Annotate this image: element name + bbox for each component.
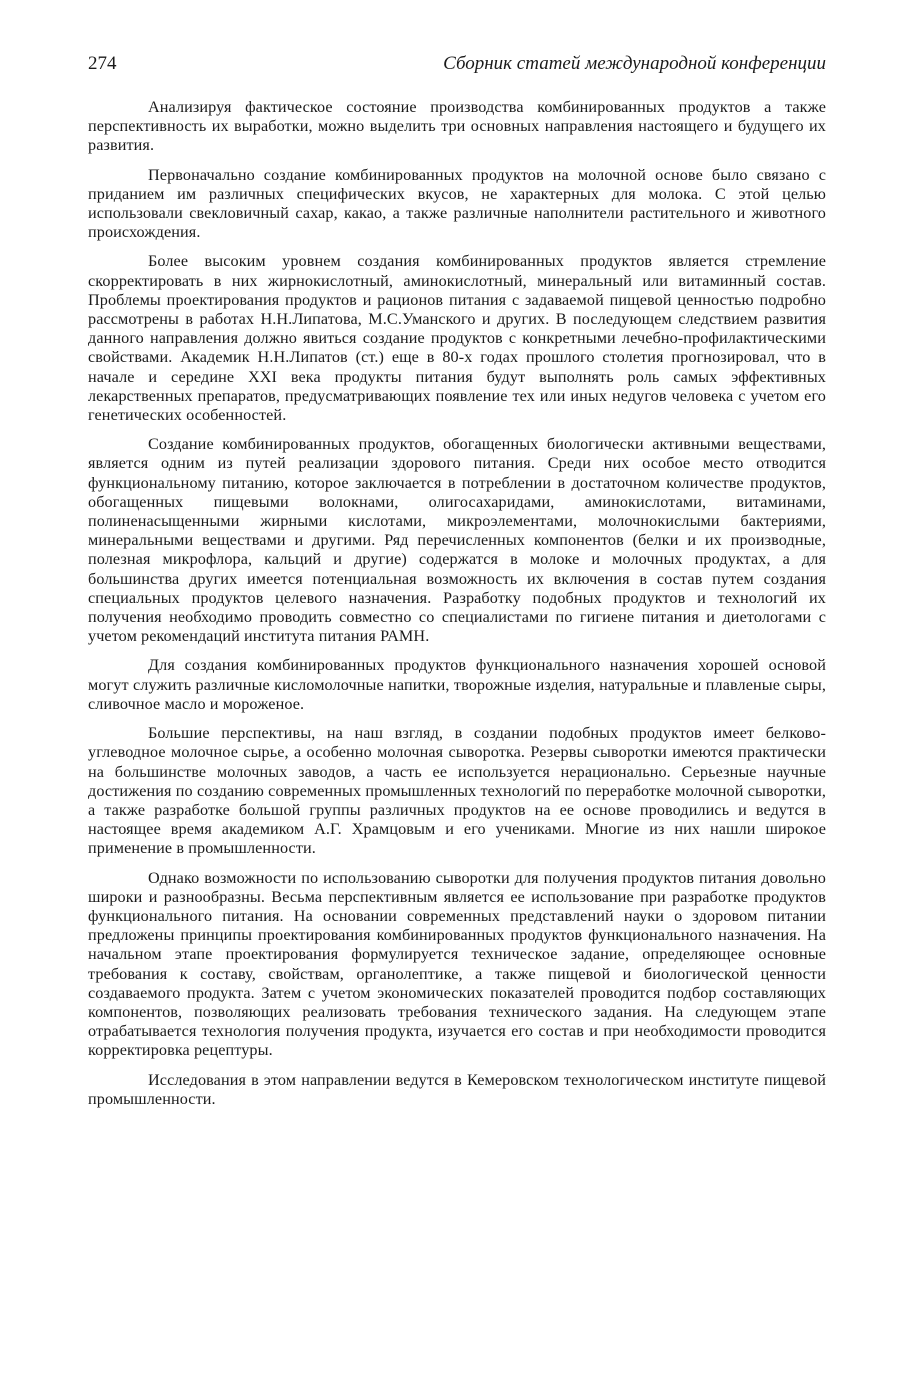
document-page (88, 52, 826, 1119)
paragraph: Анализируя фактическое состояние производства комбинированных продуктов а также перспективность их выработки, можно выделить три основных направления настоящего и будущего их развития. (88, 98, 826, 155)
body-text (88, 98, 826, 1109)
paragraph: Создание комбинированных продуктов, обогащенных биологически активными веществами, является одним из путей реализации здорового питания. Среди них особое место отводится функциональному питанию, которое заключается в потреблении в достаточном количестве продуктов, обогащенных пищевыми волокнами, олигосахаридами, аминокислотами, витаминами, полиненасыщенными жирными кислотами, микроэлементами, молочнокислыми бактериями, минеральными веществами и другими. Ряд перечисленных компонентов (белки и их производные, полезная микрофлора, кальций и другие) содержатся в молоке и молочных продуктах, а для большинства других имеется потенциальная возможность их включения в состав путем создания специальных продуктов целевого назначения. Разработку подобных продуктов и технологий их получения необходимо проводить совместно со специалистами по гигиене питания и диетологами с учетом рекомендаций института питания РАМН. (88, 435, 826, 646)
book-title: Сборник статей международной конференции (443, 53, 826, 74)
paragraph: Исследования в этом направлении ведутся в Кемеровском технологическом институте пищевой промышленности. (88, 1070, 826, 1108)
paragraph: Для создания комбинированных продуктов функционального назначения хорошей основой могут служить различные кисломолочные напитки, творожные изделия, натуральные и плавленые сыры, сливочное масло и мороженое. (88, 656, 826, 713)
paragraph: Более высоким уровнем создания комбинированных продуктов является стремление скорректировать в них жирнокислотный, аминокислотный, минеральный или витаминный состав. Проблемы проектирования продуктов и рационов питания с задаваемой пищевой ценностью подробно рассмотрены в работах Н.Н.Липатова, М.С.Уманского и других. В последующем следствием развития данного направления должно явиться создание продуктов с конкретными лечебно-профилактическими свойствами. Академик Н.Н.Липатов (ст.) еще в 80-х годах прошлого столетия прогнозировал, что в начале и середине XXI века продукты питания будут выполнять роль самых эффективных лекарственных препаратов, предусматривающих появление тех или иных недугов человека с учетом его генетических особенностей. (88, 252, 826, 425)
paragraph: Первоначально создание комбинированных продуктов на молочной основе было связано с приданием им различных специфических вкусов, не характерных для молока. С этой целью использовали свекловичный сахар, какао, а также различные наполнители растительного и животного происхождения. (88, 165, 826, 242)
page-number: 274 (88, 53, 117, 74)
running-header (88, 52, 826, 76)
paragraph: Большие перспективы, на наш взгляд, в создании подобных продуктов имеет белково-углеводное молочное сырье, а особенно молочная сыворотка. Резервы сыворотки имеются практически на большинстве молочных заводов, а часть ее используется нерационально. Серьезные научные достижения по созданию современных промышленных технологий по переработке молочной сыворотки, а также разработке большой группы различных продуктов на ее основе проводились и ведутся в настоящее время академиком А.Г. Храмцовым и его учениками. Многие из них нашли широкое применение в промышленности. (88, 724, 826, 858)
paragraph: Однако возможности по использованию сыворотки для получения продуктов питания довольно широки и разнообразны. Весьма перспективным является ее использование при разработке продуктов функционального питания. На основании современных представлений науки о здоровом питании предложены принципы проектирования комбинированных продуктов функционального назначения. На начальном этапе проектирования формулируется техническое задание, определяющее основные требования к составу, свойствам, органолептике, а также пищевой и биологической ценности создаваемого продукта. Затем с учетом экономических показателей проводится подбор составляющих компонентов, позволяющих реализовать требования технического задания. На следующем этапе отрабатывается технология получения продукта, изучается его состав и при необходимости проводится корректировка рецептуры. (88, 868, 826, 1060)
